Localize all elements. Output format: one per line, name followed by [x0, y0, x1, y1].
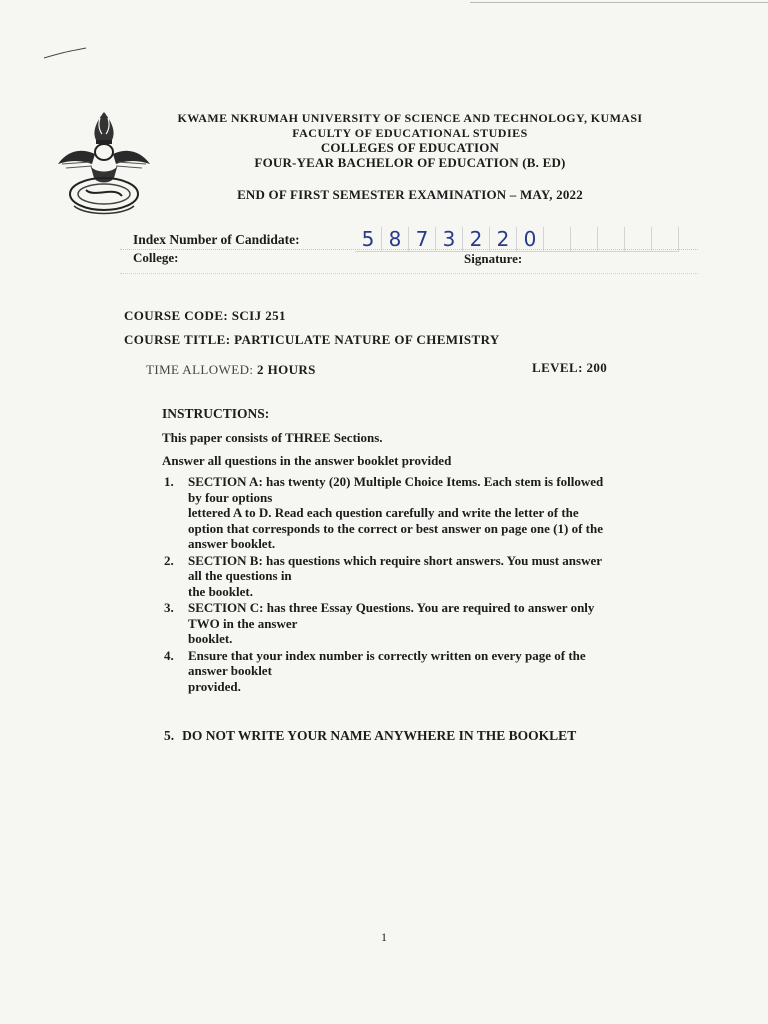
- final-instruction: [164, 728, 576, 744]
- page-number: 1: [381, 930, 387, 944]
- instruction-number: 1.: [164, 474, 174, 489]
- course-level: LEVEL: 200: [532, 360, 608, 375]
- time-allowed-label: TIME ALLOWED:: [146, 362, 254, 377]
- instruction-line: answer booklet.: [188, 536, 276, 551]
- instruction-line: SECTION A: has twenty (20) Multiple Choice Items. Each stem is followed: [188, 474, 604, 489]
- index-digit-box[interactable]: 8: [382, 227, 409, 252]
- college-label: College:: [133, 250, 179, 265]
- instruction-line: booklet.: [188, 631, 233, 646]
- instruction-line: answer booklet: [188, 663, 272, 678]
- pen-stroke-mark: [42, 46, 88, 60]
- instruction-number: 4.: [164, 647, 174, 663]
- time-allowed-value: 2 HOURS: [257, 362, 316, 377]
- instructions-list: [160, 474, 670, 695]
- instruction-line: the booklet.: [188, 583, 253, 599]
- instruction-line: SECTION B: has questions which require short answers. You must answer: [188, 552, 603, 568]
- instruction-line: lettered A to D. Read each question carefully and write the letter of the: [188, 505, 579, 520]
- index-digit-box[interactable]: 0: [517, 227, 544, 252]
- exam-heading: END OF FIRST SEMESTER EXAMINATION – MAY, 2022: [237, 187, 583, 202]
- instruction-line: option that corresponds to the correct or best answer on page one (1) of the: [188, 520, 603, 536]
- final-instruction-number: 5.: [164, 728, 175, 743]
- instruction-number: 3.: [164, 600, 174, 615]
- programme-heading: FOUR-YEAR BACHELOR OF EDUCATION (B. ED): [254, 155, 566, 170]
- index-digit-box[interactable]: 2: [463, 227, 490, 252]
- index-digit-box[interactable]: 5: [355, 227, 382, 252]
- index-digit-box[interactable]: 3: [436, 227, 463, 252]
- university-name: KWAME NKRUMAH UNIVERSITY OF SCIENCE AND TECHNOLOGY, KUMASI: [177, 111, 643, 125]
- index-digit-box[interactable]: 7: [409, 227, 436, 252]
- instruction-item: [160, 600, 670, 647]
- instruction-item: [160, 648, 670, 695]
- instruction-line: provided.: [188, 678, 241, 694]
- college-dotted-line: [120, 273, 698, 274]
- final-instruction-text: DO NOT WRITE YOUR NAME ANYWHERE IN THE BOOKLET: [182, 728, 577, 743]
- index-number-label: Index Number of Candidate:: [133, 232, 300, 247]
- instruction-line: TWO in the answer: [188, 615, 298, 631]
- instruction-line: by four options: [188, 489, 273, 505]
- university-crest-logo: [52, 108, 156, 220]
- signature-label: Signature:: [464, 251, 523, 266]
- top-edge-line: [470, 2, 768, 3]
- instruction-item: [160, 474, 670, 552]
- index-digit-box[interactable]: 2: [490, 227, 517, 252]
- course-code: COURSE CODE: SCIJ 251: [124, 308, 286, 323]
- faculty-name: FACULTY OF EDUCATIONAL STUDIES: [292, 126, 528, 140]
- instructions-paragraph-1: This paper consists of THREE Sections.: [162, 430, 383, 445]
- instructions-paragraph-2: Answer all questions in the answer booklet provided: [162, 453, 452, 468]
- instruction-line: SECTION C: has three Essay Questions. You are required to answer only: [188, 600, 595, 615]
- instruction-line: all the questions in: [188, 568, 292, 583]
- instruction-line: Ensure that your index number is correctly written on every page of the: [188, 647, 586, 663]
- instructions-title: INSTRUCTIONS:: [162, 406, 270, 421]
- instruction-number: 2.: [164, 552, 174, 568]
- colleges-heading: COLLEGES OF EDUCATION: [320, 140, 500, 155]
- time-allowed: [146, 362, 316, 378]
- instruction-item: [160, 553, 670, 600]
- course-title: COURSE TITLE: PARTICULATE NATURE OF CHEMISTRY: [124, 332, 500, 347]
- index-dotted-line: [120, 249, 698, 250]
